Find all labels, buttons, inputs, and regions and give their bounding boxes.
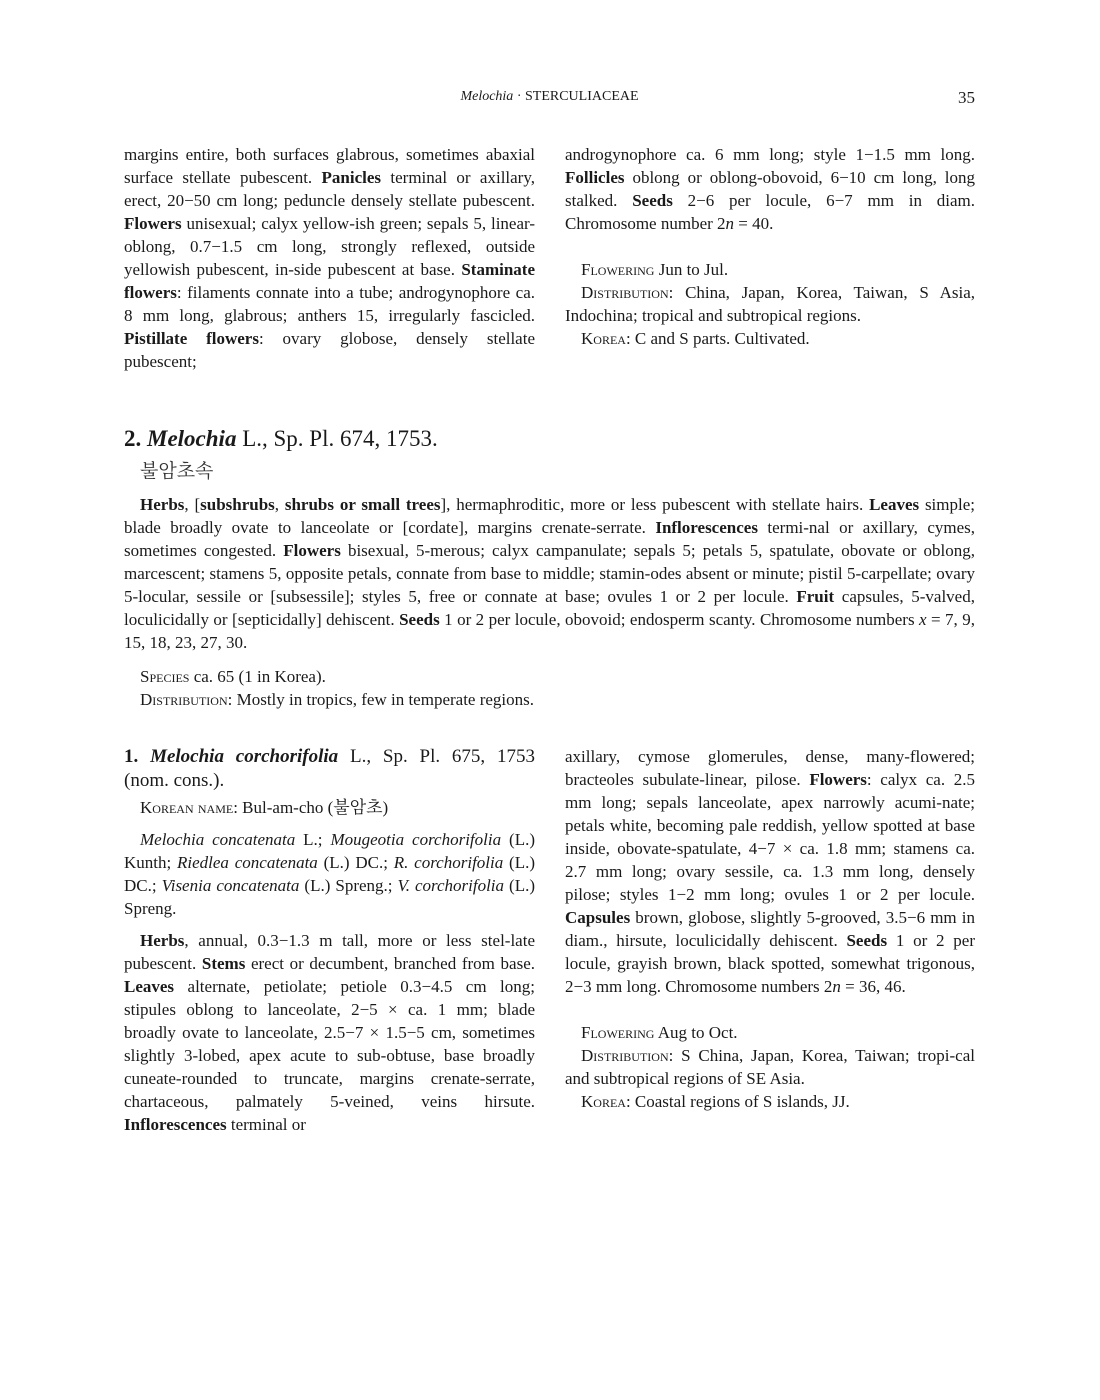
genus-korean-name: 불암초속 — [140, 460, 214, 482]
running-head-separator: · — [513, 89, 525, 104]
species-korea-note: Korea: Coastal regions of S islands, JJ. — [581, 1092, 850, 1111]
genus-distribution: Distribution: Mostly in tropics, few in temperate regions. — [140, 690, 535, 709]
top-left-column — [124, 143, 535, 373]
top-right-column — [565, 143, 975, 350]
species-description-left: Herbs, annual, 0.3−1.3 m tall, more or less stel-late pubescent. Stems erect or decumbent, branched from base. Leaves alternate, petiolate; petiole 0.3−4.5 cm long; stipules oblong to lanceolate, 2−5 × ca. 1 mm; blade broadly ovate to lanceolate, 2.5−7 × 1.5−5 cm, sometimes slightly 3-lobed, apex acute to sub-obtuse, base broadly cuneate-rounded to truncate, margins crenate-serrate, chartaceous, palmately 5-veined, veins hirsute. Inflorescences terminal or — [124, 931, 535, 1134]
synonyms: Melochia concatenata L.; Mougeotia corchorifolia (L.) Kunth; Riedlea concatenata (L.) DC.; R. corchorifolia (L.) DC.; Visenia concatenata (L.) Spreng.; V. corchorifolia (L.) Spreng. — [124, 830, 535, 918]
species-heading: 1. Melochia corchorifolia L., Sp. Pl. 675, 1753 (nom. cons.). — [124, 746, 535, 791]
running-head — [124, 89, 975, 109]
species-distribution-note: Distribution: S China, Japan, Korea, Taiwan; tropi-cal and subtropical regions of SE Asia. — [565, 1046, 975, 1088]
distribution-note: Distribution: China, Japan, Korea, Taiwan, S Asia, Indochina; tropical and subtropical regions. — [565, 283, 975, 325]
genus-description — [124, 493, 975, 711]
genus-species-count: Species ca. 65 (1 in Korea). — [140, 667, 326, 686]
flowering-note: Flowering Jun to Jul. — [581, 260, 729, 279]
korean-name-note: Korean name: Bul-am-cho (불암초) — [140, 798, 389, 817]
species-description-right: axillary, cymose glomerules, dense, many-flowered; bracteoles subulate-linear, pilose. Flowers: calyx ca. 2.5 mm long; sepals lanceolate, apex narrowly acumi-nate; petals white, becoming pale reddish, yellow spotted at base inside, obovate-spatulate, 4−7 × ca. 1.8 mm; stamens ca. 2.7 mm long; ovary sessile, ca. 1.3 mm long, densely pilose; styles 1−2 mm long; ovules 1 or 2 per locule. Capsules brown, globose, slightly 5-grooved, 3.5−6 mm in diam., hirsute, loculicidally dehiscent. Seeds 1 or 2 per locule, grayish brown, black spotted, somewhat trigonous, 2−3 mm long. Chromosome numbers 2n = 36, 46. — [565, 747, 975, 996]
running-head-family: STERCULIACEAE — [524, 89, 639, 104]
continued-description-right: androgynophore ca. 6 mm long; style 1−1.5 mm long. Follicles oblong or oblong-obovoid, 6−10 cm long, long stalked. Seeds 2−6 per locule, 6−7 mm in diam. Chromosome number 2n = 40. — [565, 145, 975, 233]
species-flowering-note: Flowering Aug to Oct. — [581, 1023, 738, 1042]
genus-heading: 2. Melochia L., Sp. Pl. 674, 1753. — [124, 426, 438, 451]
continued-description-left: margins entire, both surfaces glabrous, sometimes abaxial surface stellate pubescent. Panicles terminal or axillary, erect, 20−50 cm long; peduncle densely stellate pubescent. Flowers unisexual; calyx yellow-ish green; sepals 5, linear-oblong, 0.7−1.5 cm long, strongly reflexed, outside yellowish pubescent, in-side pubescent at base. Staminate flowers: filaments connate into a tube; androgynophore ca. 8 mm long, glabrous; anthers 15, irregularly fascicled. Pistillate flowers: ovary globose, densely stellate pubescent; — [124, 145, 535, 371]
korea-note: Korea: C and S parts. Cultivated. — [581, 329, 810, 348]
species-left-column — [124, 745, 535, 1136]
genus-description-paragraph: Herbs, [subshrubs, shrubs or small trees], hermaphroditic, more or less pubescent with stellate hairs. Leaves simple; blade broadly ovate to lanceolate or [cordate], margins crenate-serrate. Inflorescences termi-nal or axillary, cymes, sometimes congested. Flowers bisexual, 5-merous; calyx campanulate; sepals 5; petals 5, spatulate, obovate or oblong, marcescent; stamens 5, opposite petals, connate from base to middle; stamin-odes absent or minute; pistil 5-carpellate; ovary 5-locular, sessile or [subsessile]; styles 5, free or connate at base; ovules 1 or 2 per locule. Fruit capsules, 5-valved, loculicidally or [septicidally] dehiscent. Seeds 1 or 2 per locule, obovoid; endosperm scanty. Chromosome numbers x = 7, 9, 15, 18, 23, 27, 30. — [124, 495, 976, 652]
page-number: 35 — [958, 88, 975, 107]
species-right-column — [565, 745, 975, 1113]
running-head-genus: Melochia — [460, 89, 514, 104]
